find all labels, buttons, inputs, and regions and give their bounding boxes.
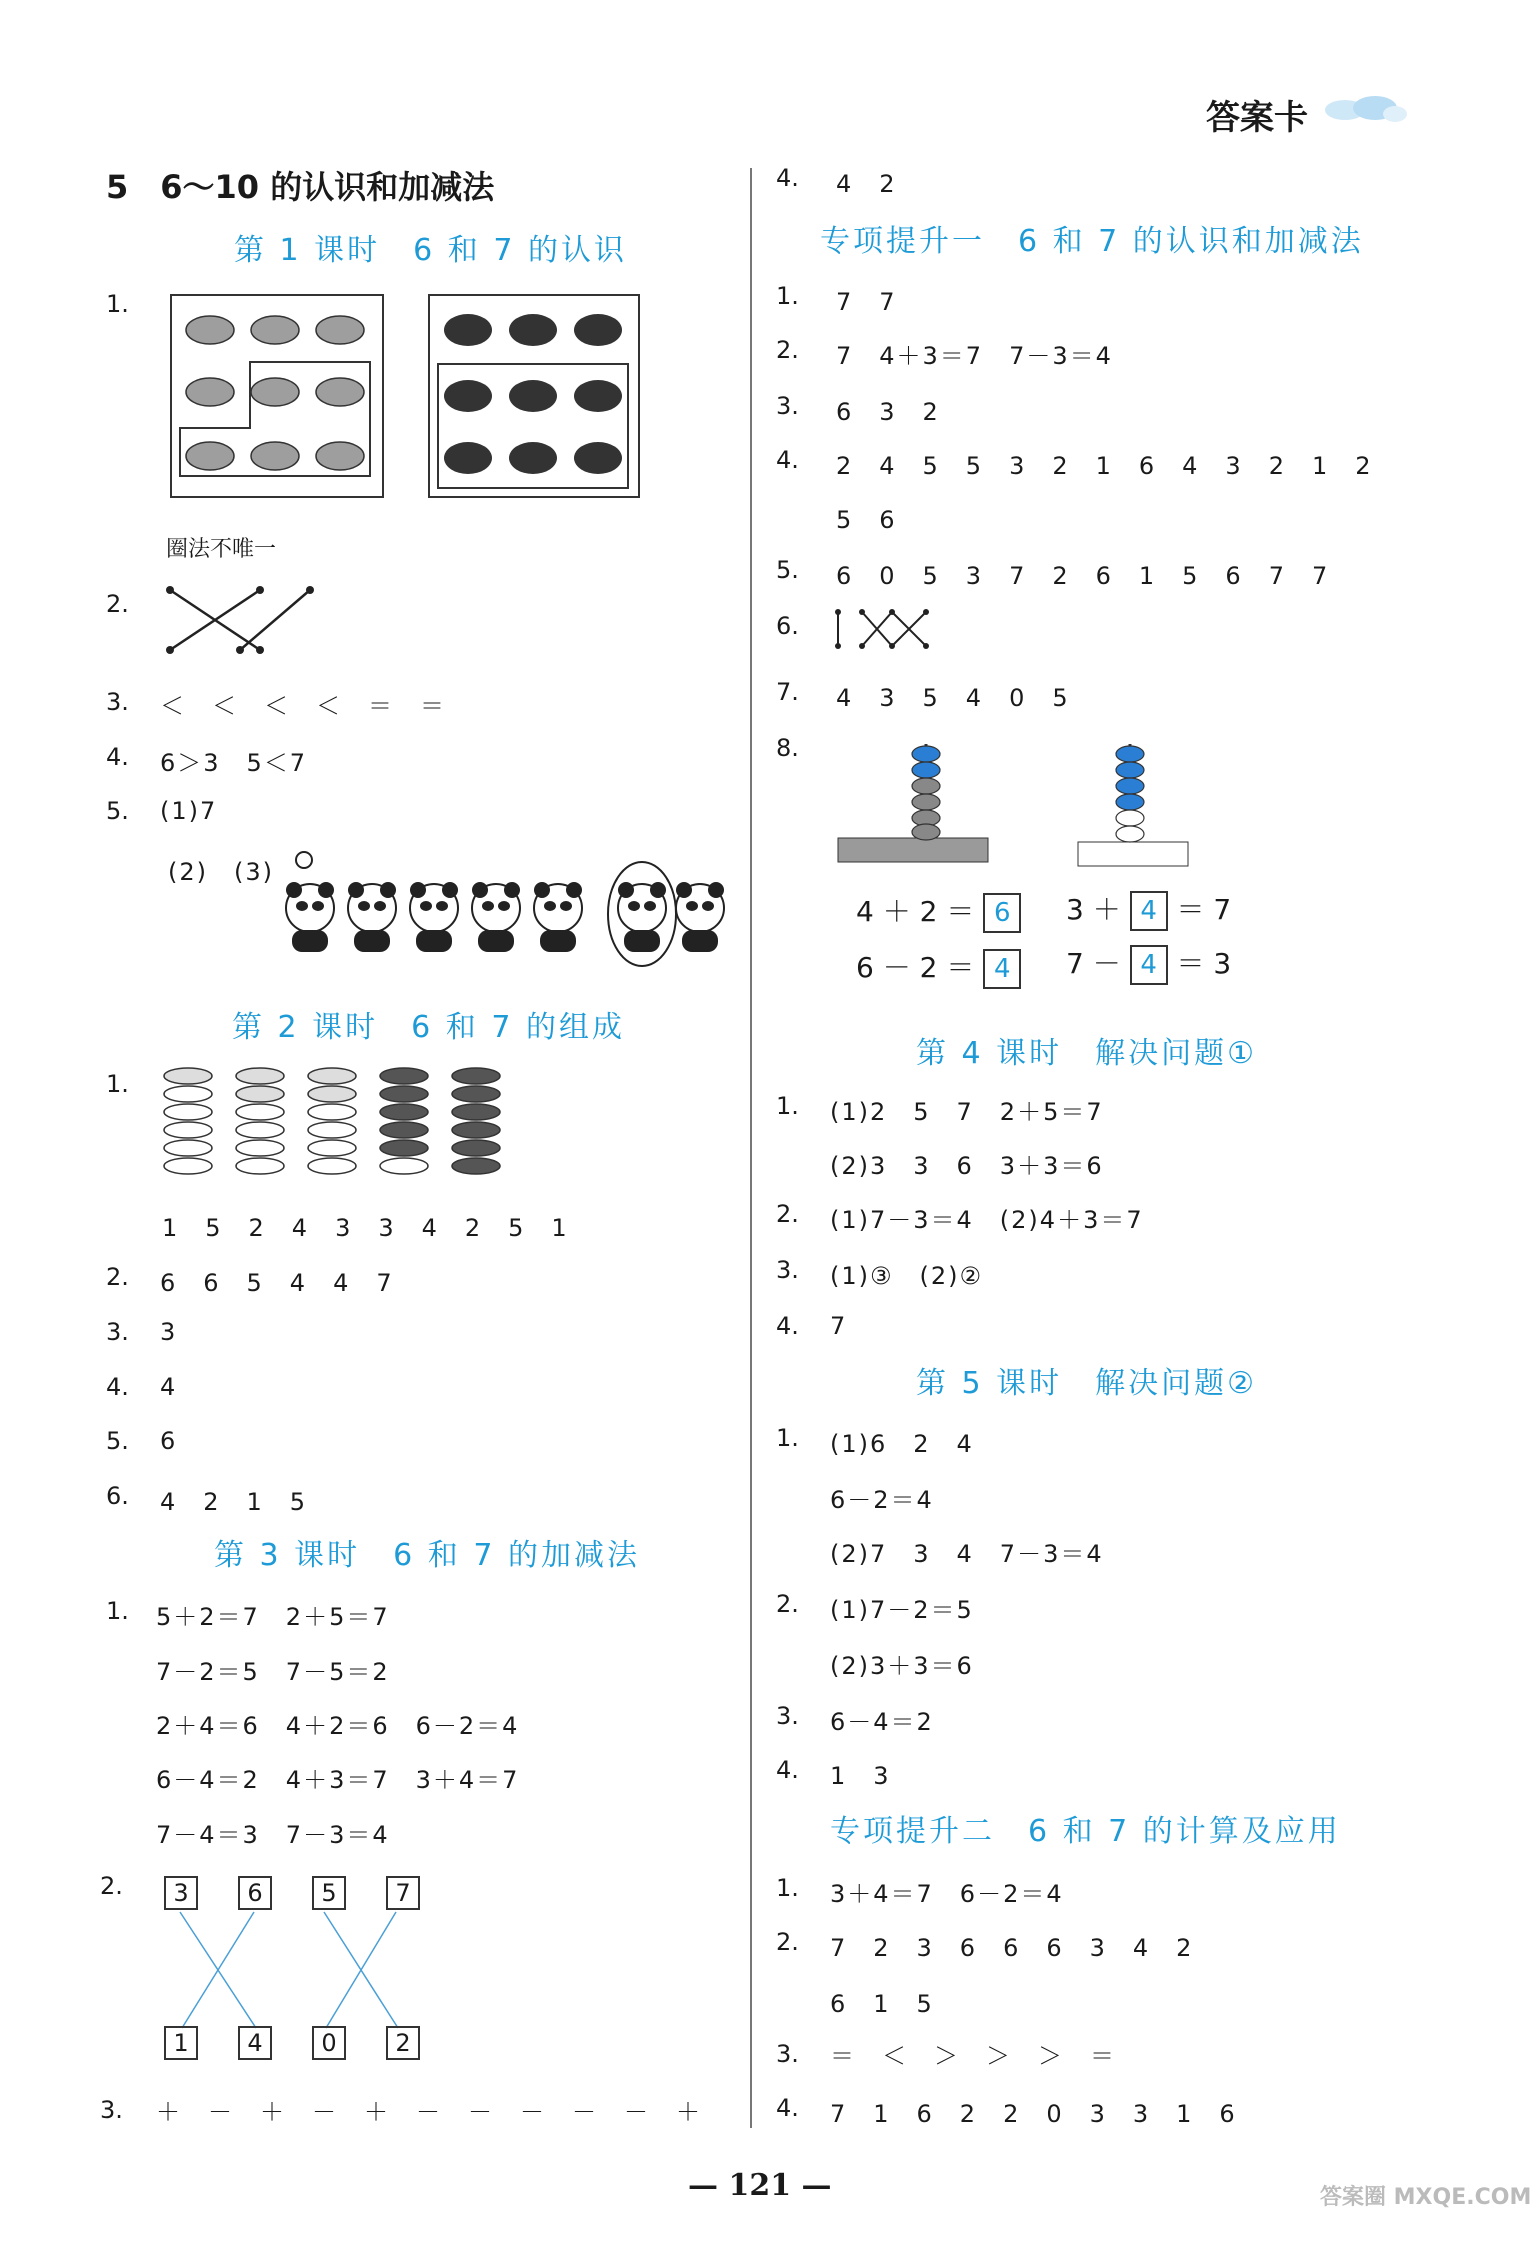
l2-q1-number: 1.: [106, 1070, 129, 1098]
l3-q1-line-4: 6－4＝2 4＋3＝7 3＋4＝7: [156, 1766, 520, 1794]
l4-q1-number: 1.: [776, 1092, 799, 1120]
l2-q5-answer: 6: [160, 1427, 178, 1455]
eq-a2-box: 4: [983, 949, 1021, 989]
matching-lines: [160, 580, 330, 660]
eq-b2-box: 4: [1130, 945, 1168, 985]
s1-q2-number: 2.: [776, 336, 799, 364]
s1-q6-number: 6.: [776, 612, 799, 640]
lesson-5-title: 第 5 课时 解决问题②: [916, 1366, 1258, 1401]
s1-q4-number: 4.: [776, 446, 799, 474]
s1-q6-lines: [832, 608, 942, 650]
l1-q5-answer-1: (1)7: [160, 797, 218, 825]
box-top-4: 7: [386, 1876, 420, 1910]
special-1-title: 专项提升一 6 和 7 的认识和加减法: [820, 224, 1364, 259]
l4-q1-answer-2: (2)3 3 6 3＋3＝6: [830, 1152, 1104, 1180]
l4-q4-number: 4.: [776, 1312, 799, 1340]
eq-b1-post: ＝ 7: [1176, 893, 1232, 926]
l5-q1-answer-2: 6－2＝4: [830, 1486, 934, 1514]
s1-q7-answer: 4 3 5 4 0 5: [836, 684, 1070, 712]
s1-q2-answer: 7 4＋3＝7 7－3＝4: [836, 342, 1113, 370]
l5-q4-number: 4.: [776, 1756, 799, 1784]
s2-q4-answer: 7 1 6 2 2 0 3 3 1 6: [830, 2100, 1237, 2128]
eq-b1-pre: 3 ＋: [1066, 893, 1121, 926]
l4-q3-number: 3.: [776, 1256, 799, 1284]
l3-q3-number: 3.: [100, 2096, 123, 2124]
box-top-3: 5: [312, 1876, 346, 1910]
l3-q2-number: 2.: [100, 1872, 123, 1900]
s2-q1-answer: 3＋4＝7 6－2＝4: [830, 1880, 1064, 1908]
l2-q4-number: 4.: [106, 1373, 129, 1401]
s2-q3-number: 3.: [776, 2040, 799, 2068]
l5-q1-answer-3: (2)7 3 4 7－3＝4: [830, 1540, 1104, 1568]
l2-q6-answer: 4 2 1 5: [160, 1488, 308, 1516]
box-top-2: 6: [238, 1876, 272, 1910]
abacus-image: [830, 730, 1210, 870]
s1-q7-number: 7.: [776, 678, 799, 706]
l3-q3-answer: ＋ － ＋ － ＋ － － － － － ＋: [156, 2098, 702, 2126]
l4-q2-number: 2.: [776, 1200, 799, 1228]
watermark-logo: 答案圈 MXQE.COM: [1320, 2185, 1532, 2210]
l3-q1-line-2: 7－2＝5 7－5＝2: [156, 1658, 390, 1686]
s2-q2-answer-1: 7 2 3 6 6 6 3 4 2: [830, 1934, 1194, 1962]
l5-q2-answer-1: (1)7－2＝5: [830, 1596, 974, 1624]
s1-q3-number: 3.: [776, 392, 799, 420]
l3-q2-cross-lines: [160, 1910, 460, 2032]
s1-q8-eq-a1: [856, 890, 1021, 933]
s2-q4-number: 4.: [776, 2094, 799, 2122]
pandas-image: [270, 850, 730, 970]
lesson-1-title: 第 1 课时 6 和 7 的认识: [234, 233, 627, 268]
eq-a1-text: 4 ＋ 2 ＝: [856, 895, 975, 928]
l3-q2-top-boxes: [164, 1876, 460, 1910]
s2-q1-number: 1.: [776, 1874, 799, 1902]
l5-q1-number: 1.: [776, 1424, 799, 1452]
lesson-4-title: 第 4 课时 解决问题①: [916, 1036, 1258, 1071]
s1-q8-eq-b1: [1066, 888, 1231, 931]
header-decoration-icon: [1320, 90, 1410, 130]
eq-b2-post: ＝ 3: [1176, 947, 1232, 980]
s1-q8-eq-b2: [1066, 942, 1231, 985]
column-divider: [750, 168, 752, 2128]
s1-q5-answer: 6 0 5 3 7 2 6 1 5 6 7 7: [836, 562, 1330, 590]
l1-q2-number: 2.: [106, 590, 129, 618]
l5-q1-answer-1: (1)6 2 4: [830, 1430, 974, 1458]
box-bottom-1: 1: [164, 2026, 198, 2060]
l1-q5-answer-2: (2) (3): [168, 858, 274, 886]
l1-q4-answer: 6＞3 5＜7: [160, 749, 308, 777]
page-number: — 121 —: [688, 2168, 832, 2203]
l2-q6-number: 6.: [106, 1482, 129, 1510]
unit-title: 5 6～10 的认识和加减法: [106, 168, 495, 206]
l5-q2-answer-2: (2)3＋3＝6: [830, 1652, 974, 1680]
l1-q3-number: 3.: [106, 688, 129, 716]
answer-card-title: 答案卡: [1206, 98, 1308, 138]
l1-q4-number: 4.: [106, 743, 129, 771]
lions-image: [430, 296, 638, 496]
s2-q2-answer-2: 6 1 5: [830, 1990, 934, 2018]
l3-q2-bottom-boxes: [164, 2026, 460, 2060]
bead-stacks-image: [160, 1062, 510, 1182]
l4-q2-answer: (1)7－3＝4 (2)4＋3＝7: [830, 1206, 1144, 1234]
box-bottom-4: 2: [386, 2026, 420, 2060]
prev-q4-number: 4.: [776, 164, 799, 192]
l4-q1-answer-1: (1)2 5 7 2＋5＝7: [830, 1098, 1104, 1126]
s1-q4-answer-1: 2 4 5 5 3 2 1 6 4 3 2 1 2: [836, 452, 1373, 480]
s1-q1-number: 1.: [776, 282, 799, 310]
l5-q2-number: 2.: [776, 1590, 799, 1618]
l1-note: 圈法不唯一: [166, 537, 277, 562]
s1-q3-answer: 6 3 2: [836, 398, 940, 426]
l2-q2-number: 2.: [106, 1263, 129, 1291]
l5-q3-number: 3.: [776, 1702, 799, 1730]
lesson-2-title: 第 2 课时 6 和 7 的组成: [232, 1010, 625, 1045]
l2-q2-answer: 6 6 5 4 4 7: [160, 1269, 394, 1297]
special-2-title: 专项提升二 6 和 7 的计算及应用: [830, 1814, 1341, 1849]
birds-image: [172, 296, 382, 496]
s1-q5-number: 5.: [776, 556, 799, 584]
prev-q4-answer: 4 2: [836, 170, 897, 198]
s1-q8-number: 8.: [776, 734, 799, 762]
l5-q4-answer: 1 3: [830, 1762, 891, 1790]
l5-q3-answer: 6－4＝2: [830, 1708, 934, 1736]
s2-q2-number: 2.: [776, 1928, 799, 1956]
eq-a1-box: 6: [983, 893, 1021, 933]
l2-q5-number: 5.: [106, 1427, 129, 1455]
l3-q1-line-3: 2＋4＝6 4＋2＝6 6－2＝4: [156, 1712, 520, 1740]
l1-q3-answer: ＜ ＜ ＜ ＜ ＝ ＝: [160, 692, 446, 720]
l1-q5-number: 5.: [106, 797, 129, 825]
l2-q3-answer: 3: [160, 1318, 178, 1346]
box-bottom-2: 4: [238, 2026, 272, 2060]
l1-q1-number: 1.: [106, 290, 129, 318]
eq-b1-box: 4: [1130, 891, 1168, 931]
s1-q8-eq-a2: [856, 946, 1021, 989]
l2-q3-number: 3.: [106, 1318, 129, 1346]
l3-q1-line-5: 7－4＝3 7－3＝4: [156, 1821, 390, 1849]
s1-q4-answer-2: 5 6: [836, 506, 897, 534]
lesson-3-title: 第 3 课时 6 和 7 的加减法: [214, 1538, 640, 1573]
l4-q4-answer: 7: [830, 1312, 848, 1340]
eq-a2-text: 6 － 2 ＝: [856, 951, 975, 984]
box-bottom-3: 0: [312, 2026, 346, 2060]
l2-q4-answer: 4: [160, 1373, 178, 1401]
l2-q1-digits: 1 5 2 4 3 3 4 2 5 1: [162, 1214, 569, 1242]
eq-b2-pre: 7 －: [1066, 947, 1121, 980]
l3-q1-line-1: 5＋2＝7 2＋5＝7: [156, 1603, 390, 1631]
l3-q1-number: 1.: [106, 1597, 129, 1625]
lion-picture-box: [428, 294, 640, 498]
s2-q3-answer: ＝ ＜ ＞ ＞ ＞ ＝: [830, 2042, 1116, 2070]
s1-q1-answer: 7 7: [836, 288, 897, 316]
box-top-1: 3: [164, 1876, 198, 1910]
bird-picture-box: [170, 294, 384, 498]
l4-q3-answer: (1)③ (2)②: [830, 1262, 984, 1290]
